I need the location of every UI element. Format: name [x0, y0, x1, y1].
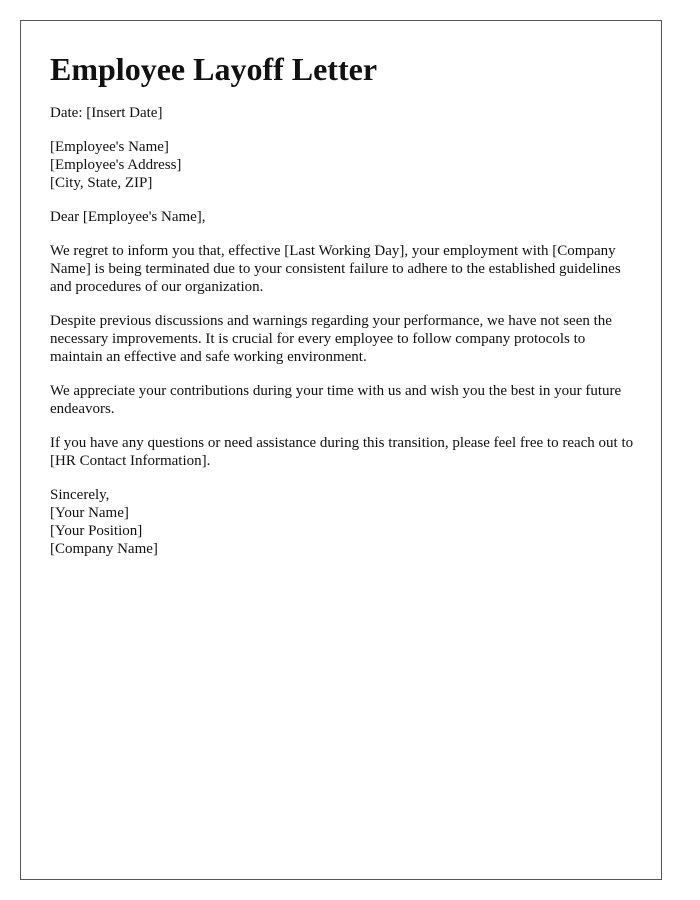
recipient-address: [Employee's Address]: [50, 157, 182, 173]
body-paragraph-performance: Despite previous discussions and warnings regarding your performance, we have not seen the necessary improvements. It is crucial for every employee to follow company protocols to maintain an effective and safe working environment.: [50, 313, 612, 365]
letter-page: [20, 20, 662, 880]
sender-position: [Your Position]: [50, 523, 143, 539]
letter-content: [50, 49, 640, 574]
sender-name: [Your Name]: [50, 505, 129, 521]
salutation: Dear [Employee's Name],: [50, 209, 206, 225]
body-paragraph-appreciation: We appreciate your contributions during your time with us and wish you the best in your future endeavors.: [50, 383, 622, 417]
recipient-name: [Employee's Name]: [50, 139, 169, 155]
letter-title: Employee Layoff Letter: [50, 51, 378, 87]
body-paragraph-contact: If you have any questions or need assistance during this transition, please feel free to reach out to [HR Contact Information].: [50, 435, 634, 469]
body-paragraph-termination: We regret to inform you that, effective [Last Working Day], your employment with [Company Name] is being terminated due to your consistent failure to adhere to the established guidelines and procedures of our organization.: [50, 243, 621, 295]
recipient-address-block: [50, 138, 640, 192]
valediction: Sincerely,: [50, 487, 110, 503]
closing-block: [50, 486, 640, 558]
sender-company: [Company Name]: [50, 541, 158, 557]
date-line: Date: [Insert Date]: [50, 105, 163, 121]
recipient-city-state-zip: [City, State, ZIP]: [50, 175, 153, 191]
